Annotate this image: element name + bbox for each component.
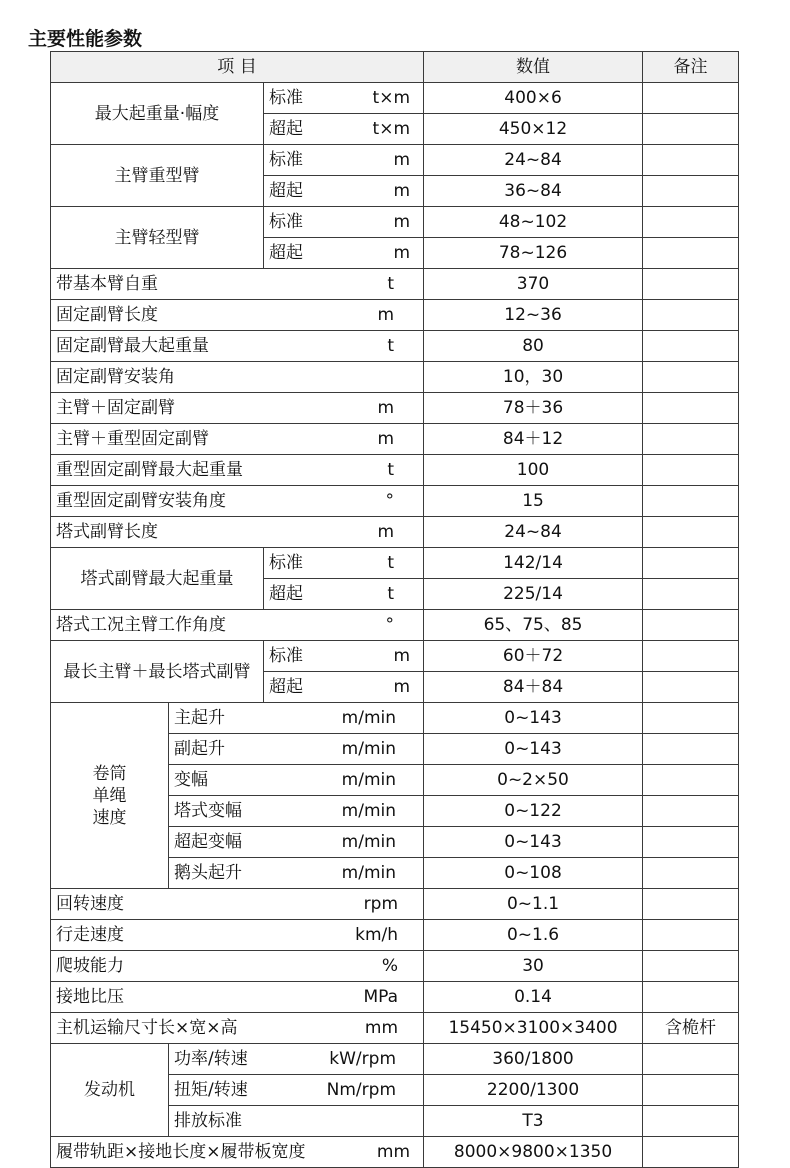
- table-row: [51, 486, 739, 517]
- row-label: 行走速度: [56, 925, 124, 945]
- table-row: [51, 920, 739, 951]
- value-cell: 0~108: [424, 858, 643, 889]
- value-cell: 450×12: [424, 114, 643, 145]
- sub-label: 超起变幅: [174, 832, 242, 852]
- unit: MPa: [363, 987, 399, 1007]
- sub-label: 鹅头起升: [174, 863, 242, 883]
- sub-label: 功率/转速: [174, 1049, 248, 1069]
- row-label-cell: [51, 269, 424, 300]
- unit: m: [377, 398, 395, 418]
- note-cell: [643, 114, 739, 145]
- sub-label: 副起升: [174, 739, 225, 759]
- unit: m: [393, 243, 411, 263]
- sub-label: 标准: [269, 88, 303, 108]
- value-cell: 30: [424, 951, 643, 982]
- row-label-cell: [51, 486, 424, 517]
- unit: °: [385, 491, 395, 511]
- row-label-cell: [51, 920, 424, 951]
- note-cell: [643, 920, 739, 951]
- value-cell: 84＋12: [424, 424, 643, 455]
- sub-cell: [169, 1075, 424, 1106]
- sub-label: 塔式变幅: [174, 801, 242, 821]
- row-label: 最大起重量·幅度: [51, 83, 264, 145]
- table-row: [51, 982, 739, 1013]
- row-label-cell: [51, 300, 424, 331]
- sub-label: 超起: [269, 677, 303, 697]
- note-cell: [643, 331, 739, 362]
- unit: m: [393, 212, 411, 232]
- row-label-cell: [51, 393, 424, 424]
- row-label: 带基本臂自重: [56, 274, 158, 294]
- table-row: [51, 610, 739, 641]
- unit: t×m: [372, 88, 411, 108]
- sub-cell: [264, 145, 424, 176]
- note-cell: [643, 269, 739, 300]
- value-cell: 78~126: [424, 238, 643, 269]
- note-cell: [643, 672, 739, 703]
- value-cell: 100: [424, 455, 643, 486]
- note-cell: [643, 889, 739, 920]
- value-cell: 360/1800: [424, 1044, 643, 1075]
- value-cell: 0~1.6: [424, 920, 643, 951]
- table-row: [51, 517, 739, 548]
- unit: m/min: [341, 770, 397, 790]
- sub-cell: [169, 796, 424, 827]
- value-cell: 80: [424, 331, 643, 362]
- value-cell: 2200/1300: [424, 1075, 643, 1106]
- row-label-cell: [51, 455, 424, 486]
- sub-cell: [264, 548, 424, 579]
- value-cell: 370: [424, 269, 643, 300]
- value-cell: 0~2×50: [424, 765, 643, 796]
- value-cell: T3: [424, 1106, 643, 1137]
- sub-cell: [169, 827, 424, 858]
- row-label: 塔式副臂最大起重量: [51, 548, 264, 610]
- value-cell: 225/14: [424, 579, 643, 610]
- value-cell: 78＋36: [424, 393, 643, 424]
- unit: m: [377, 522, 395, 542]
- unit: t: [387, 584, 395, 604]
- row-label: 固定副臂长度: [56, 305, 158, 325]
- sub-cell: [264, 176, 424, 207]
- note-cell: [643, 145, 739, 176]
- note-cell: [643, 424, 739, 455]
- sub-label: 标准: [269, 553, 303, 573]
- sub-label: 超起: [269, 584, 303, 604]
- row-label-line: 速度: [92, 807, 127, 828]
- table-row: [51, 641, 739, 672]
- sub-cell: [169, 858, 424, 889]
- sub-cell: [169, 734, 424, 765]
- row-label: 重型固定副臂安装角度: [56, 491, 226, 511]
- note-cell: [643, 83, 739, 114]
- value-cell: 36~84: [424, 176, 643, 207]
- value-cell: 400×6: [424, 83, 643, 114]
- value-cell: 0.14: [424, 982, 643, 1013]
- table-row: [51, 703, 739, 734]
- note-cell: [643, 703, 739, 734]
- value-cell: 0~122: [424, 796, 643, 827]
- unit: rpm: [363, 894, 399, 914]
- row-label: 塔式工况主臂工作角度: [56, 615, 226, 635]
- unit: m/min: [341, 863, 397, 883]
- sub-cell: [169, 703, 424, 734]
- row-label-cell: [51, 424, 424, 455]
- sub-cell: [264, 114, 424, 145]
- table-row: [51, 269, 739, 300]
- row-label-cell: [51, 1013, 424, 1044]
- table-row: [51, 300, 739, 331]
- value-cell: 10，30: [424, 362, 643, 393]
- row-label: 塔式副臂长度: [56, 522, 158, 542]
- unit: m: [377, 305, 395, 325]
- table-row: [51, 455, 739, 486]
- sub-cell: [169, 1044, 424, 1075]
- row-label: 接地比压: [56, 987, 124, 1007]
- sub-cell: [169, 765, 424, 796]
- unit: m: [377, 429, 395, 449]
- note-cell: [643, 982, 739, 1013]
- table-row: [51, 424, 739, 455]
- row-label: 主臂重型臂: [51, 145, 264, 207]
- sub-label: 变幅: [174, 770, 208, 790]
- unit: m/min: [341, 708, 397, 728]
- unit: t: [387, 274, 395, 294]
- sub-cell: [264, 641, 424, 672]
- note-cell: [643, 393, 739, 424]
- unit: m: [393, 150, 411, 170]
- unit: t: [387, 553, 395, 573]
- unit: km/h: [355, 925, 399, 945]
- note-cell: [643, 300, 739, 331]
- note-cell: [643, 1044, 739, 1075]
- unit: m: [393, 181, 411, 201]
- unit: m: [393, 677, 411, 697]
- table-row: [51, 1044, 739, 1075]
- unit: mm: [364, 1018, 399, 1038]
- note-cell: [643, 362, 739, 393]
- unit: mm: [376, 1142, 411, 1162]
- row-label-cell: [51, 951, 424, 982]
- note-cell: [643, 548, 739, 579]
- spec-table: [50, 51, 739, 1168]
- sub-label: 超起: [269, 243, 303, 263]
- row-label: 主机运输尺寸长×宽×高: [56, 1018, 238, 1038]
- table-row: [51, 951, 739, 982]
- note-cell: [643, 1106, 739, 1137]
- unit: m: [393, 646, 411, 666]
- unit: kW/rpm: [329, 1049, 397, 1069]
- note-cell: [643, 1075, 739, 1106]
- note-cell: [643, 951, 739, 982]
- value-cell: 0~143: [424, 703, 643, 734]
- sub-cell: [264, 207, 424, 238]
- note-cell: [643, 1137, 739, 1168]
- note-cell: 含桅杆: [643, 1013, 739, 1044]
- value-cell: 60＋72: [424, 641, 643, 672]
- value-cell: 0~143: [424, 827, 643, 858]
- sub-cell: [264, 672, 424, 703]
- row-label: 主臂＋固定副臂: [56, 398, 175, 418]
- note-cell: [643, 827, 739, 858]
- table-row: [51, 889, 739, 920]
- sub-label: 排放标准: [174, 1111, 242, 1131]
- value-cell: 24~84: [424, 145, 643, 176]
- note-cell: [643, 207, 739, 238]
- value-cell: 8000×9800×1350: [424, 1137, 643, 1168]
- table-row: [51, 393, 739, 424]
- table-row: [51, 1013, 739, 1044]
- row-label: 固定副臂最大起重量: [56, 336, 209, 356]
- note-cell: [643, 455, 739, 486]
- value-cell: 65、75、85: [424, 610, 643, 641]
- sub-label: 标准: [269, 212, 303, 232]
- table-row: [51, 362, 739, 393]
- unit: Nm/rpm: [326, 1080, 397, 1100]
- row-label: 最长主臂＋最长塔式副臂: [51, 641, 264, 703]
- unit: t×m: [372, 119, 411, 139]
- row-label-cell: [51, 362, 424, 393]
- row-label: 爬坡能力: [56, 956, 124, 976]
- table-row: [51, 83, 739, 114]
- table-row: [51, 1137, 739, 1168]
- sub-cell: [169, 1106, 424, 1137]
- unit: m/min: [341, 801, 397, 821]
- value-cell: 0~1.1: [424, 889, 643, 920]
- row-label-line: 卷筒: [92, 763, 127, 784]
- note-cell: [643, 765, 739, 796]
- rope-speed-label: [51, 703, 169, 889]
- row-label: 主臂＋重型固定副臂: [56, 429, 209, 449]
- note-cell: [643, 734, 739, 765]
- row-label: 主臂轻型臂: [51, 207, 264, 269]
- row-label-cell: [51, 982, 424, 1013]
- row-label: 重型固定副臂最大起重量: [56, 460, 243, 480]
- sub-label: 扭矩/转速: [174, 1080, 248, 1100]
- unit: °: [385, 615, 395, 635]
- value-cell: 15: [424, 486, 643, 517]
- value-cell: 142/14: [424, 548, 643, 579]
- engine-label: 发动机: [51, 1044, 169, 1137]
- table-header-row: [51, 52, 739, 83]
- sub-cell: [264, 238, 424, 269]
- unit: t: [387, 336, 395, 356]
- note-cell: [643, 641, 739, 672]
- value-cell: 0~143: [424, 734, 643, 765]
- row-label: 固定副臂安装角: [56, 367, 175, 387]
- table-row: [51, 207, 739, 238]
- note-cell: [643, 610, 739, 641]
- value-cell: 15450×3100×3400: [424, 1013, 643, 1044]
- unit: t: [387, 460, 395, 480]
- header-item: 项 目: [51, 52, 424, 83]
- value-cell: 84＋84: [424, 672, 643, 703]
- value-cell: 12~36: [424, 300, 643, 331]
- sub-label: 主起升: [174, 708, 225, 728]
- sub-cell: [264, 579, 424, 610]
- note-cell: [643, 176, 739, 207]
- header-value: 数值: [424, 52, 643, 83]
- sub-cell: [264, 83, 424, 114]
- value-cell: 48~102: [424, 207, 643, 238]
- row-label-cell: [51, 610, 424, 641]
- row-label-cell: [51, 889, 424, 920]
- unit: m/min: [341, 832, 397, 852]
- row-label-cell: [51, 1137, 424, 1168]
- note-cell: [643, 517, 739, 548]
- sub-label: 标准: [269, 150, 303, 170]
- header-note: 备注: [643, 52, 739, 83]
- value-cell: 24~84: [424, 517, 643, 548]
- note-cell: [643, 238, 739, 269]
- table-row: [51, 548, 739, 579]
- page-title: 主要性能参数: [28, 28, 143, 50]
- sub-label: 超起: [269, 119, 303, 139]
- unit: m/min: [341, 739, 397, 759]
- note-cell: [643, 579, 739, 610]
- row-label-cell: [51, 517, 424, 548]
- row-label-cell: [51, 331, 424, 362]
- unit: %: [381, 956, 399, 976]
- note-cell: [643, 858, 739, 889]
- table-row: [51, 145, 739, 176]
- note-cell: [643, 796, 739, 827]
- row-label-line: 单绳: [92, 785, 127, 806]
- note-cell: [643, 486, 739, 517]
- sub-label: 标准: [269, 646, 303, 666]
- row-label: 履带轨距×接地长度×履带板宽度: [56, 1142, 306, 1162]
- sub-label: 超起: [269, 181, 303, 201]
- row-label: 回转速度: [56, 894, 124, 914]
- table-row: [51, 331, 739, 362]
